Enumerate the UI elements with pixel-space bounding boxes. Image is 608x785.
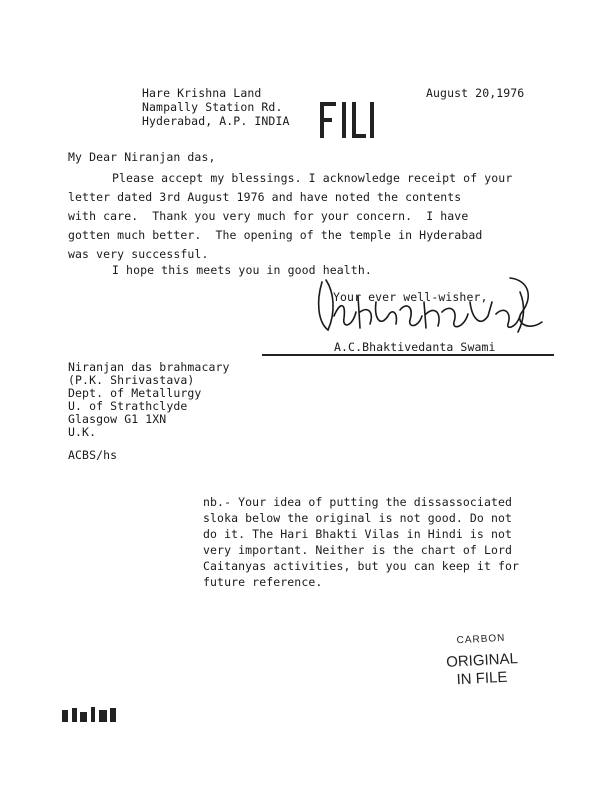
recipient-line-5: Glasgow G1 1XN <box>68 412 167 426</box>
body-line-2: letter dated 3rd August 1976 and have noted the contents <box>68 190 462 204</box>
recipient-line-6: U.K. <box>68 425 97 439</box>
handwritten-signature <box>314 272 550 338</box>
body-line-5: was very successful. <box>68 247 209 261</box>
file-mark <box>318 100 378 142</box>
body-line-3: with care. Thank you very much for your concern. I have <box>68 209 469 223</box>
divider-line <box>262 354 554 356</box>
postscript-line-1: nb.- Your idea of putting the dissassociated <box>203 495 513 509</box>
stamp-carbon: CARBON <box>456 632 506 647</box>
stamp-in-file: IN FILE <box>456 668 508 689</box>
typist-initials: ACBS/hs <box>68 448 118 462</box>
body-line-1: Please accept my blessings. I acknowledge receipt of your <box>112 171 513 185</box>
letter-date: August 20,1976 <box>426 86 525 100</box>
recipient-line-3: Dept. of Metallurgy <box>68 386 202 400</box>
address-line-3: Hyderabad, A.P. INDIA <box>142 114 290 128</box>
address-line-1: Hare Krishna Land <box>142 86 262 100</box>
recipient-line-1: Niranjan das brahmacary <box>68 360 230 374</box>
address-line-2: Nampally Station Rd. <box>142 100 283 114</box>
postscript-line-3: do it. The Hari Bhakti Vilas in Hindi is not <box>203 527 513 541</box>
closing: Your ever well-wisher, <box>333 290 488 304</box>
postscript-line-6: future reference. <box>203 575 323 589</box>
postscript-line-2: sloka below the original is not good. Do not <box>203 511 513 525</box>
recipient-line-2: (P.K. Shrivastava) <box>68 373 195 387</box>
postscript-line-4: very important. Neither is the chart of Lord <box>203 543 513 557</box>
body-line-4: gotten much better. The opening of the temple in Hyderabad <box>68 228 483 242</box>
stamp-original: ORIGINAL <box>445 650 519 671</box>
salutation: My Dear Niranjan das, <box>68 150 216 164</box>
ink-smudge <box>60 704 122 726</box>
postscript-line-5: Caitanyas activities, but you can keep it for <box>203 559 520 573</box>
recipient-line-4: U. of Strathclyde <box>68 399 188 413</box>
signature-name: A.C.Bhaktivedanta Swami <box>334 340 496 354</box>
body-line-6: I hope this meets you in good health. <box>112 263 372 277</box>
